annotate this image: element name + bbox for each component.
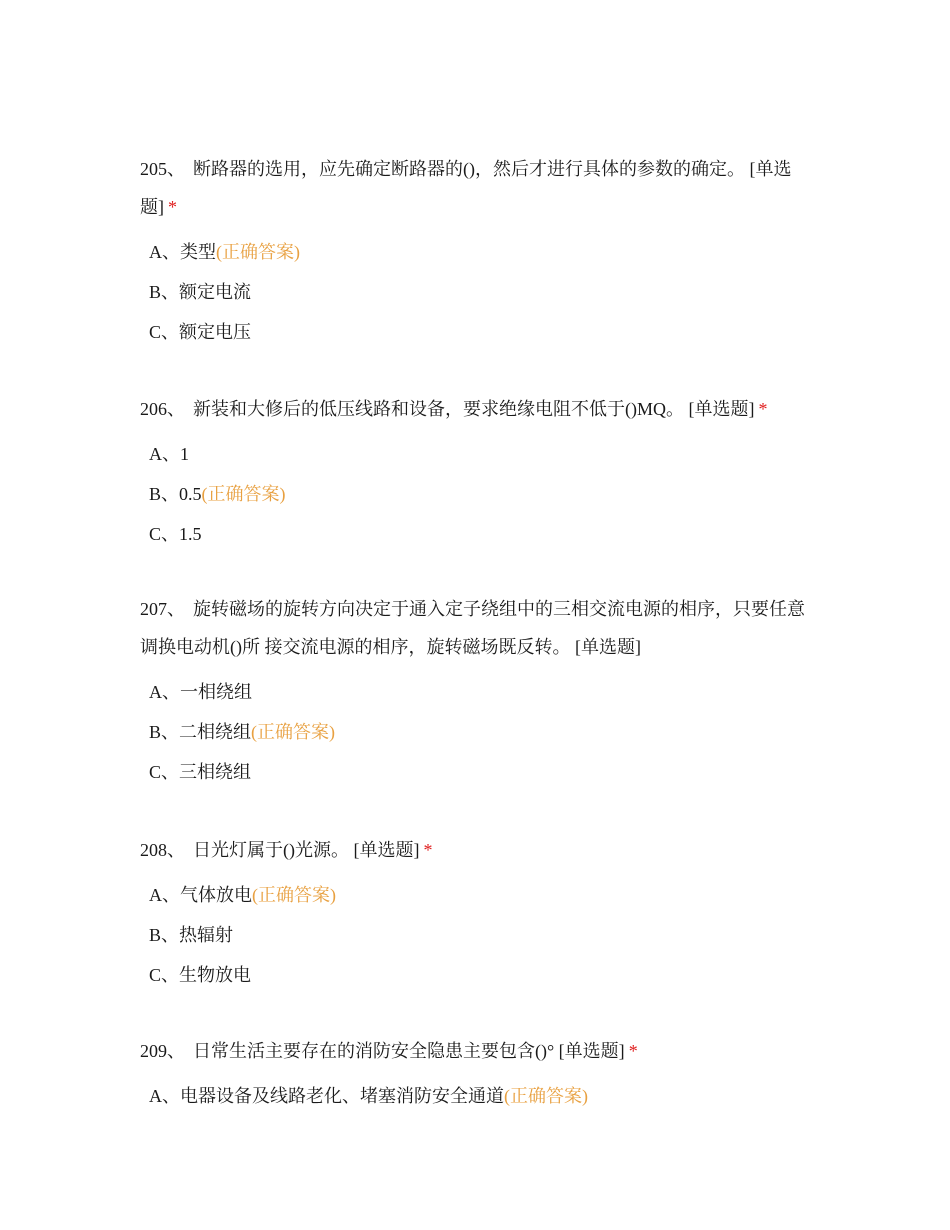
correct-answer-tag: (正确答案) [251, 722, 336, 742]
question-208 [140, 831, 820, 995]
required-mark: * [168, 197, 177, 217]
option-b[interactable] [140, 915, 820, 955]
question-207 [140, 590, 820, 792]
question-number: 205、 [140, 159, 185, 179]
question-text [140, 1032, 820, 1070]
option-a[interactable] [140, 1076, 820, 1116]
question-number: 206、 [140, 399, 185, 419]
options-list [140, 672, 820, 792]
question-number: 208、 [140, 840, 185, 860]
question-209 [140, 1032, 820, 1116]
question-text [140, 150, 820, 226]
correct-answer-tag: (正确答案) [252, 885, 336, 905]
options-list [140, 434, 820, 554]
option-label: B、0.5 [149, 484, 202, 504]
question-text [140, 590, 820, 666]
option-label: A、一相绕组 [149, 682, 252, 702]
option-label: C、生物放电 [149, 965, 252, 985]
option-b[interactable] [140, 272, 820, 312]
option-label: A、类型 [149, 242, 216, 262]
option-a[interactable] [140, 434, 820, 474]
option-label: B、额定电流 [149, 282, 252, 302]
question-206 [140, 390, 820, 554]
option-label: A、电器设备及线路老化、堵塞消防安全通道 [149, 1086, 504, 1106]
option-label: A、气体放电 [149, 885, 252, 905]
required-mark: * [423, 840, 433, 860]
question-number: 209、 [140, 1041, 185, 1061]
required-mark: * [628, 1041, 638, 1061]
option-label: C、三相绕组 [149, 762, 252, 782]
option-c[interactable] [140, 514, 820, 554]
question-205 [140, 150, 820, 352]
option-a[interactable] [140, 875, 820, 915]
question-text [140, 831, 820, 869]
options-list [140, 232, 820, 352]
required-mark: * [758, 399, 768, 419]
option-b[interactable] [140, 474, 820, 514]
option-c[interactable] [140, 955, 820, 995]
option-label: B、热辐射 [149, 925, 234, 945]
option-label: C、额定电压 [149, 322, 252, 342]
correct-answer-tag: (正确答案) [216, 242, 300, 262]
option-b[interactable] [140, 712, 820, 752]
question-stem: 断路器的选用，应先确定断路器的()，然后才进行具体的参数的确定。 [单选题] [140, 159, 792, 217]
option-label: C、1.5 [149, 524, 202, 544]
option-c[interactable] [140, 752, 820, 792]
option-a[interactable] [140, 672, 820, 712]
question-stem: 日常生活主要存在的消防安全隐患主要包含()° [单选题] [193, 1041, 625, 1061]
options-list [140, 1076, 820, 1116]
question-text [140, 390, 820, 428]
question-number: 207、 [140, 599, 185, 619]
option-a[interactable] [140, 232, 820, 272]
correct-answer-tag: (正确答案) [504, 1086, 588, 1106]
question-stem: 日光灯属于()光源。 [单选题] [193, 840, 420, 860]
option-c[interactable] [140, 312, 820, 352]
question-stem: 新装和大修后的低压线路和设备，要求绝缘电阻不低于()MQ。 [单选题] [193, 399, 755, 419]
options-list [140, 875, 820, 995]
question-stem: 旋转磁场的旋转方向决定于通入定子绕组中的三相交流电源的相序，只要任意调换电动机()所 接交流电源的相序，旋转磁场既反转。 [单选题] [140, 599, 805, 657]
option-label: A、1 [149, 444, 189, 464]
correct-answer-tag: (正确答案) [201, 484, 286, 504]
option-label: B、二相绕组 [149, 722, 252, 742]
